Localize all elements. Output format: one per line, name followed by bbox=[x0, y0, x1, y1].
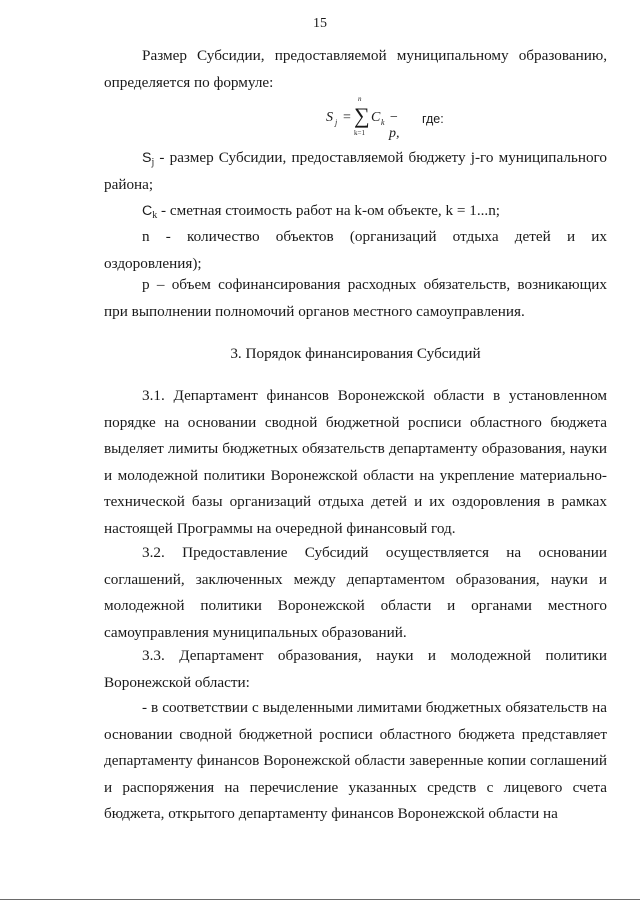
formula-sum-upper: n bbox=[358, 95, 362, 103]
definition-sj-text: - размер Субсидии, предоставляемой бюджету j-го муниципального района; bbox=[104, 149, 607, 193]
formula-lhs-sub: j bbox=[335, 118, 338, 127]
formula-term: C bbox=[371, 110, 381, 125]
bottom-rule bbox=[0, 899, 640, 900]
definition-ck-symbol: C bbox=[142, 203, 153, 219]
definition-p: p – объем софинансирования расходных обязательств, возникающих при выполнении полномочий органов местного самоуправления. bbox=[104, 276, 607, 320]
page-number: 15 bbox=[313, 16, 327, 31]
definition-ck-sub: k bbox=[152, 210, 158, 221]
clause-3-1: 3.1. Департамент финансов Воронежской области в установленном порядке на основании сводной бюджетной росписи областного бюджета выделяет лимиты бюджетных обязательств департаменту образования, науки и молодежной политики Воронежской области на укрепление материально-технической базы организаций отдыха детей и их оздоровления в рамках настоящей Программы на очередной финансовый год. bbox=[104, 387, 607, 537]
clause-3-3-item: - в соответствии с выделенными лимитами бюджетных обязательств на основании сводной бюджетной росписи областного бюджета представляет департаменту финансов Воронежской области заверенные копии соглашений и распоряжения на перечисление указанных средств с лицевого счета бюджета, открытого департаменту финансов Воронежской области на bbox=[104, 699, 607, 822]
clause-3-2: 3.2. Предоставление Субсидий осуществляется на основании соглашений, заключенных между департаментом образования, науки и молодежной политики Воронежской области и органами местного самоуправления муниципальных образований. bbox=[104, 544, 607, 641]
formula-where: где: bbox=[422, 112, 444, 126]
section-heading: 3. Порядок финансирования Субсидий bbox=[230, 345, 481, 362]
clause-3-3: 3.3. Департамент образования, науки и молодежной политики Воронежской области: bbox=[104, 647, 607, 691]
definition-sj bbox=[104, 145, 607, 198]
formula-term-sub: k bbox=[381, 118, 385, 127]
definition-ck-text: - сметная стоимость работ на k-ом объекте, k = 1...n; bbox=[157, 202, 501, 219]
formula-sum-lower: k=1 bbox=[354, 129, 365, 137]
formula-sum-symbol: ∑ bbox=[354, 103, 370, 128]
definition-sj-sub: j bbox=[151, 157, 155, 168]
definition-n: n - количество объектов (организаций отдыха детей и их оздоровления); bbox=[104, 228, 607, 272]
formula-equals: = bbox=[343, 110, 351, 125]
formula-lhs: S bbox=[326, 110, 333, 125]
definition-ck bbox=[104, 198, 607, 225]
formula-tail: − p, bbox=[389, 110, 400, 141]
definition-sj-symbol: S bbox=[142, 150, 152, 166]
intro-paragraph: Размер Субсидии, предоставляемой муниципальному образованию, определяется по формуле: bbox=[104, 47, 607, 91]
